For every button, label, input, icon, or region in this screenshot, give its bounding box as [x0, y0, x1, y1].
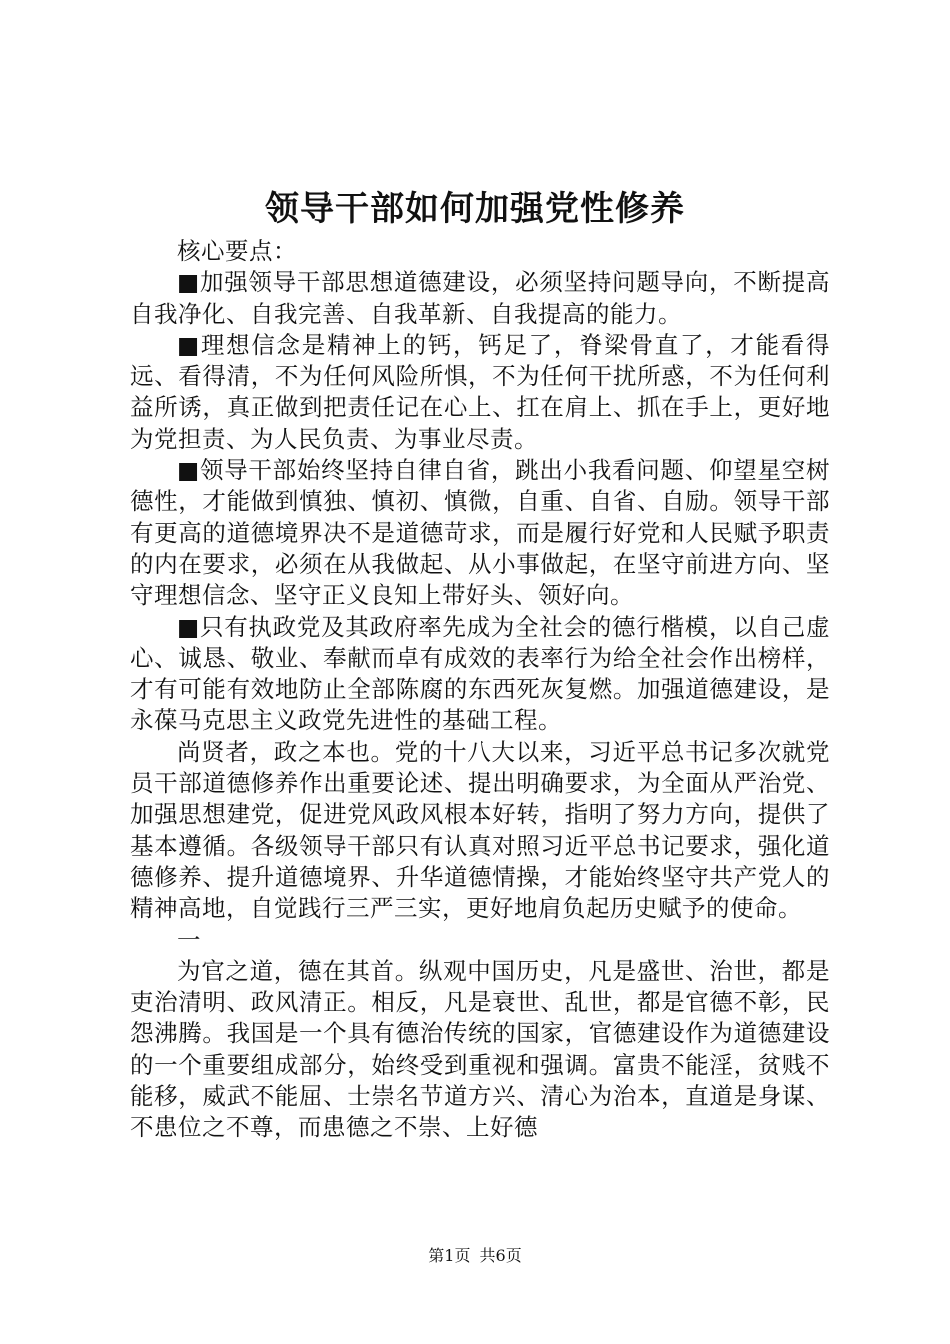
- page-number: 第1页: [428, 1246, 471, 1265]
- paragraph-point-1: ■加强领导干部思想道德建设，必须坚持问题导向，不断提高自我净化、自我完善、自我革新、自我提高的能力。: [130, 268, 830, 328]
- document-title: 领导干部如何加强党性修养: [265, 189, 685, 229]
- section-number: 一: [177, 925, 201, 954]
- paragraph-section-1: 为官之道，德在其首。纵观中国历史，凡是盛世、治世，都是吏治清明、政风清正。相反，凡是衰世、乱世，都是官德不彰，民怨沸腾。我国是一个具有德治传统的国家，官德建设作为道德建设的一个重要组成部分，始终受到重视和强调。富贵不能淫，贫贱不能移，威武不能屈、士崇名节道方兴、清心为治本，直道是身谋、不患位之不尊，而患德之不崇、上好德: [130, 956, 830, 1142]
- paragraph-point-3: ■领导干部始终坚持自律自省，跳出小我看问题、仰望星空树德性，才能做到慎独、慎初、慎微，自重、自省、自励。领导干部有更高的道德境界决不是道德苛求，而是履行好党和人民赋予职责的内在要求，必须在从我做起、从小事做起，在坚守前进方向、坚守理想信念、坚守正义良知上带好头、领好向。: [130, 456, 830, 610]
- paragraph-intro: 尚贤者，政之本也。党的十八大以来，习近平总书记多次就党员干部道德修养作出重要论述、提出明确要求，为全面从严治党、加强思想建党，促进党风政风根本好转，指明了努力方向，提供了基本遵循。各级领导干部只有认真对照习近平总书记要求，强化道德修养、提升道德境界、升华道德情操，才能始终坚守共产党人的精神高地，自觉践行三严三实，更好地肩负起历史赋予的使命。: [130, 737, 830, 923]
- document-body: [130, 236, 830, 1144]
- paragraph-point-4: ■只有执政党及其政府率先成为全社会的德行楷模，以自己虚心、诚恳、敬业、奉献而卓有成效的表率行为给全社会作出榜样，才有可能有效地防止全部陈腐的东西死灰复燃。加强道德建设，是永葆马克思主义政党先进性的基础工程。: [130, 612, 830, 735]
- page-total: 共6页: [479, 1246, 522, 1265]
- paragraph-point-2: ■理想信念是精神上的钙，钙足了，脊梁骨直了，才能看得远、看得清，不为任何风险所惧，不为任何干扰所惑，不为任何利益所诱，真正做到把责任记在心上、扛在肩上、抓在手上，更好地为党担责、为人民负责、为事业尽责。: [130, 330, 830, 453]
- page-footer: [0, 1246, 950, 1266]
- paragraph-key-points-label: 核心要点：: [177, 237, 297, 265]
